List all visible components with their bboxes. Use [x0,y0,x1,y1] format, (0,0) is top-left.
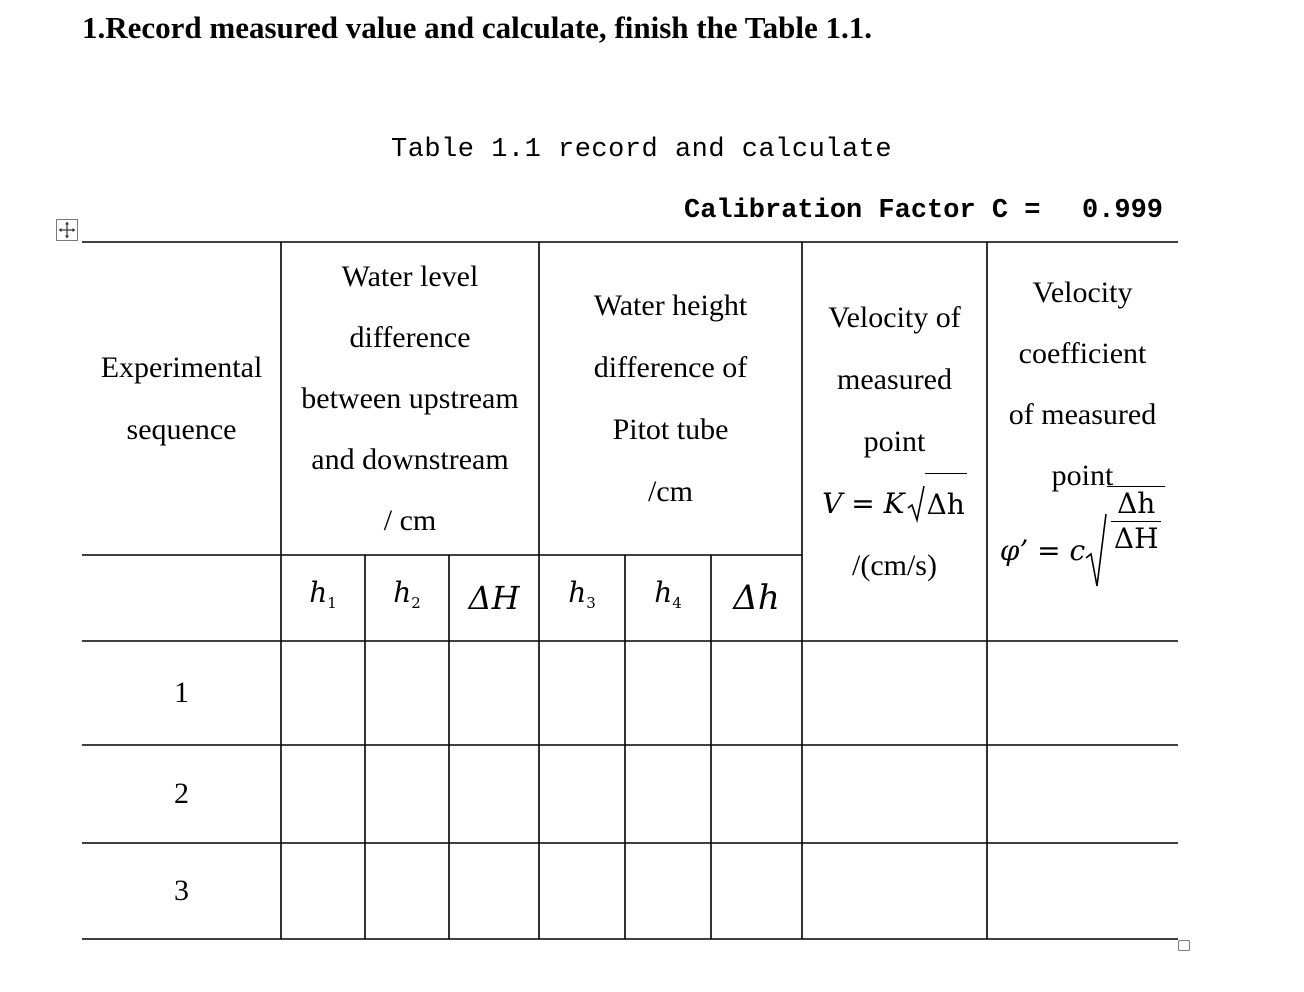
subheader-delta-H [449,555,539,641]
row-number: 3 [174,874,189,907]
velocity-formula-lhs: V = K [822,486,905,520]
subscript: 1 [327,594,337,612]
subheader-h2 [365,555,449,641]
header-text-line: Velocity of [828,300,961,334]
symbol: h [309,576,328,609]
math-h2 [393,562,421,634]
sqrt-sign-icon [1085,510,1107,590]
header-experimental-sequence [82,242,281,555]
table-move-handle[interactable] [56,219,78,241]
header-text-line: /cm [648,474,693,508]
header-text-line: difference [349,321,471,354]
symbol: h [568,576,587,609]
fraction-numerator: Δh [1117,487,1156,520]
header-text-line: and downstream [311,443,509,476]
header-pitot-height-difference [539,242,802,555]
subscript: 3 [586,594,596,612]
table-resize-handle[interactable] [1178,940,1190,951]
header-text-line: Experimental [100,350,263,384]
subscript: 4 [672,594,682,612]
row-sequence-3 [82,843,281,939]
subheader-h3 [539,555,625,641]
header-text-line: Water height [593,288,748,322]
header-velocity-coefficient [987,242,1178,641]
symbol: h [393,576,412,609]
row-number: 2 [174,777,189,810]
header-text-line: / cm [383,504,437,537]
header-text-line: Velocity [1032,276,1133,309]
header-text-line: measured [837,362,952,396]
header-text-line: point [863,424,926,458]
math-h4 [654,562,682,634]
fraction-denominator: ΔH [1113,522,1159,555]
calibration-label: Calibration Factor C = [684,196,1041,226]
header-text-line: difference of [593,350,748,384]
header-text-line: between upstream [301,382,519,415]
subheader-delta-h [711,555,802,641]
calibration-value: 0.999 [1082,196,1164,226]
row-sequence-1 [82,641,281,745]
row-number: 1 [174,676,189,709]
header-text-line: coefficient [1018,337,1147,370]
math-delta-H: ΔH [468,579,520,617]
header-text-line: sequence [126,412,237,446]
coefficient-formula [999,487,1165,590]
header-text-line: Water level [341,260,479,293]
page-heading: 1.Record measured value and calculate, finish the Table 1.1. [82,10,872,45]
math-h3 [568,562,596,634]
subheader-h1 [281,555,365,641]
velocity-formula-radicand: Δh [925,473,967,536]
row-sequence-2 [82,745,281,843]
move-arrows-icon [57,220,77,240]
subheader-h4 [625,555,711,641]
table-caption: Table 1.1 record and calculate [391,135,893,165]
header-text-line: of measured [1008,398,1157,431]
math-h1 [309,562,337,634]
header-water-level-difference [281,242,539,555]
subscript: 2 [411,594,421,612]
header-velocity-measured [802,242,987,641]
sqrt-sign-icon [907,484,925,524]
header-text-line: Pitot tube [612,412,729,446]
symbol: h [654,576,673,609]
velocity-unit: /(cm/s) [852,548,937,582]
math-delta-h: Δh [733,578,780,618]
coefficient-formula-lhs: φ’ = c [999,533,1086,567]
header-text-line: point [1051,459,1114,492]
velocity-formula [822,473,967,535]
coefficient-fraction [1107,486,1165,556]
